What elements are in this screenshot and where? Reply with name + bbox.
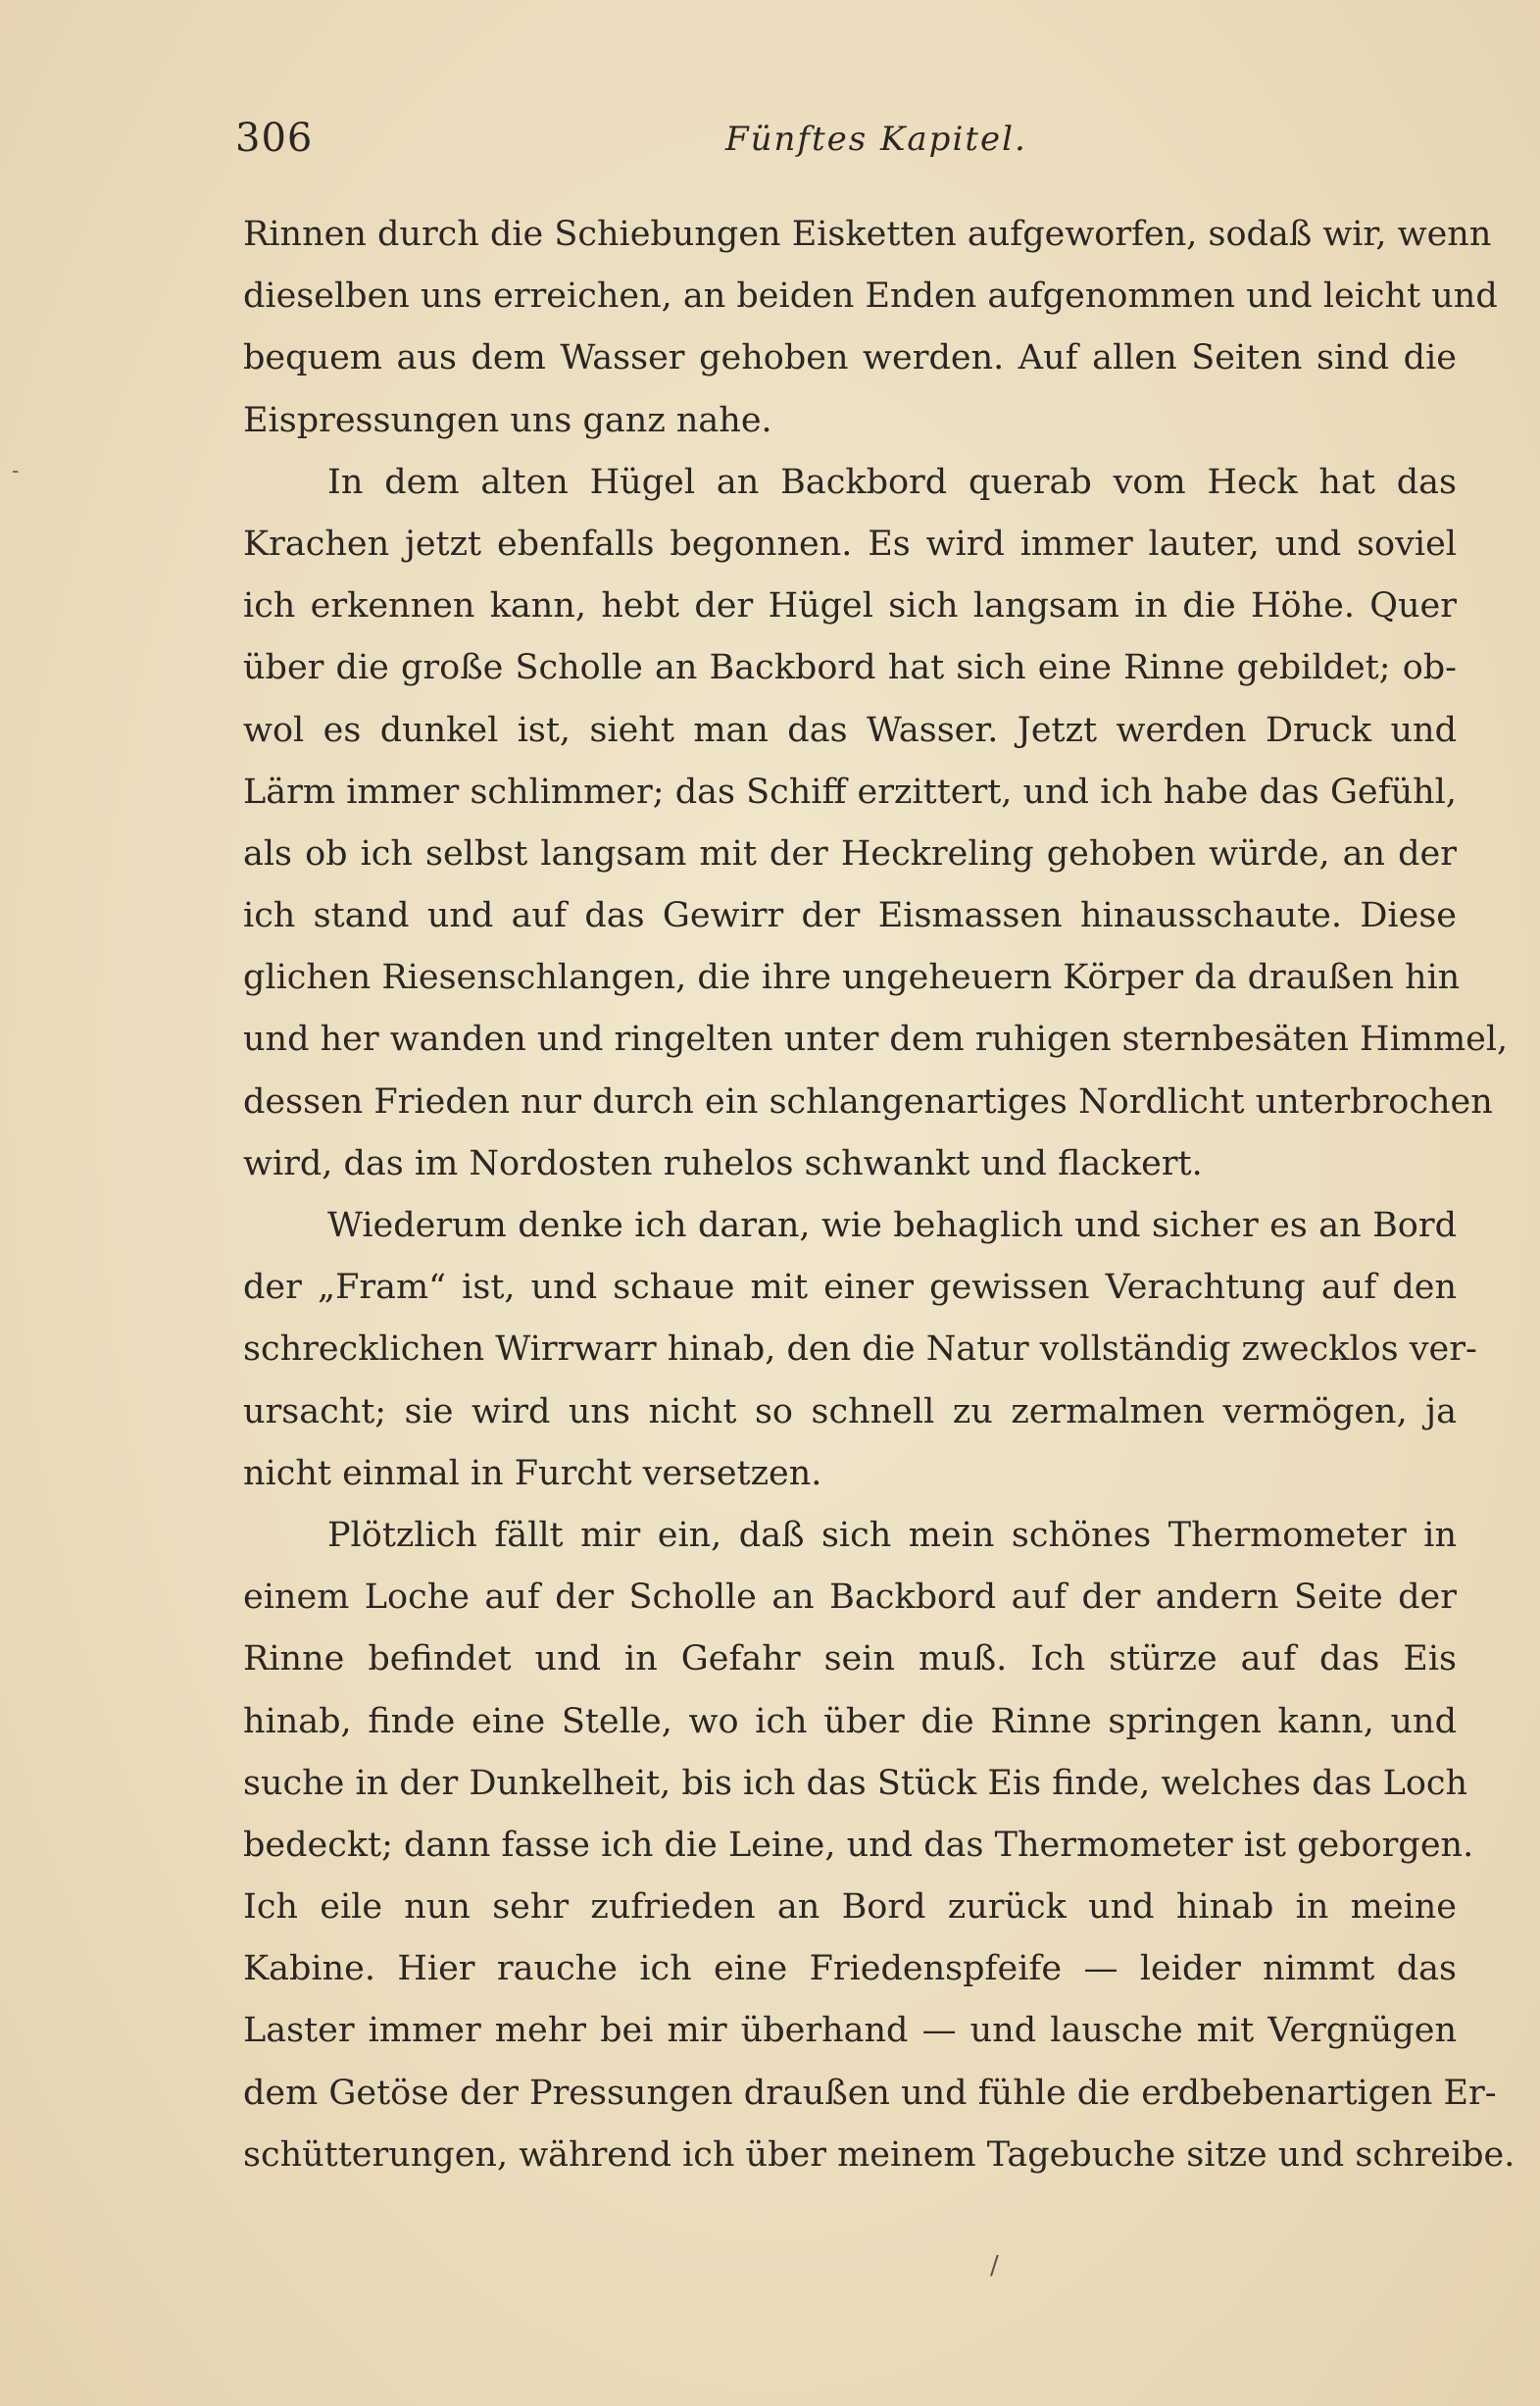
text-line: Plötzlich fällt mir ein, daß sich mein schönes Thermometer in — [327, 1515, 1457, 1555]
text-line: über die große Scholle an Backbord hat sich eine Rinne gebildet; ob- — [243, 648, 1457, 688]
margin-mark: - — [12, 459, 20, 483]
text-line: als ob ich selbst langsam mit der Heckreling gehoben würde, an der — [243, 833, 1457, 874]
text-line: bequem aus dem Wasser gehoben werden. Auf allen Seiten sind die — [243, 338, 1457, 378]
text-line: In dem alten Hügel an Backbord querab vom Heck hat das — [327, 462, 1457, 502]
text-line: ich stand und auf das Gewirr der Eismassen hinausschaute. Diese — [243, 896, 1457, 936]
text-line: dem Getöse der Pressungen draußen und fühle die erdbebenartigen Er- — [243, 2073, 1497, 2113]
text-line: suche in der Dunkelheit, bis ich das Stück Eis finde, welches das Loch — [243, 1763, 1468, 1803]
text-line: Wiederum denke ich daran, wie behaglich und sicher es an Bord — [327, 1206, 1457, 1245]
text-line: ursacht; sie wird uns nicht so schnell zu zermalmen vermögen, ja — [243, 1391, 1457, 1431]
text-line: Ich eile nun sehr zufrieden an Bord zurück und hinab in meine — [243, 1887, 1457, 1928]
text-line: Eispressungen uns ganz nahe. — [243, 400, 772, 440]
body-text — [243, 204, 1515, 2186]
text-line: Laster immer mehr bei mir überhand — und lausche mit Vergnügen — [243, 2011, 1457, 2051]
text-line: schrecklichen Wirrwarr hinab, den die Natur vollständig zwecklos ver- — [243, 1329, 1477, 1370]
text-line: glichen Riesenschlangen, die ihre ungeheuern Körper da draußen hin — [243, 958, 1461, 998]
text-line: Krachen jetzt ebenfalls begonnen. Es wird immer lauter, und soviel — [243, 524, 1457, 564]
text-line: Lärm immer schlimmer; das Schiff erzittert, und ich habe das Gefühl, — [243, 772, 1457, 812]
text-line: bedeckt; dann fasse ich die Leine, und das Thermometer ist geborgen. — [243, 1825, 1474, 1865]
text-line: dieselben uns erreichen, an beiden Enden aufgenommen und leicht und — [243, 276, 1498, 317]
text-line: der „Fram“ ist, und schaue mit einer gewissen Verachtung auf den — [243, 1268, 1457, 1308]
text-line: dessen Frieden nur durch ein schlangenartiges Nordlicht unterbrochen — [243, 1081, 1493, 1122]
text-line: Rinne befindet und in Gefahr sein muß. Ich stürze auf das Eis — [243, 1639, 1457, 1679]
text-line: wird, das im Nordosten ruhelos schwankt und flackert. — [243, 1143, 1203, 1183]
text-line: und her wanden und ringelten unter dem ruhigen sternbesäten Himmel, — [243, 1020, 1509, 1060]
page-header — [235, 116, 1451, 175]
bottom-mark: / — [990, 2251, 999, 2281]
text-line: ich erkennen kann, hebt der Hügel sich langsam in die Höhe. Quer — [243, 586, 1457, 627]
text-line: nicht einmal in Furcht versetzen. — [243, 1453, 822, 1493]
text-line: schütterungen, während ich über meinem Tagebuche sitze und schreibe. — [243, 2134, 1515, 2175]
text-line: Kabine. Hier rauche ich eine Friedenspfeife — leider nimmt das — [243, 1949, 1457, 1989]
running-head: Fünftes Kapitel. — [725, 120, 1027, 159]
text-line: einem Loche auf der Scholle an Backbord auf der andern Seite der — [243, 1578, 1457, 1618]
text-line: wol es dunkel ist, sieht man das Wasser. Jetzt werden Druck und — [243, 710, 1457, 750]
page-number: 306 — [235, 116, 314, 161]
text-line: hinab, finde eine Stelle, wo ich über die Rinne springen kann, und — [243, 1701, 1457, 1741]
text-line: Rinnen durch die Schiebungen Eisketten aufgeworfen, sodaß wir, wenn — [243, 215, 1492, 254]
